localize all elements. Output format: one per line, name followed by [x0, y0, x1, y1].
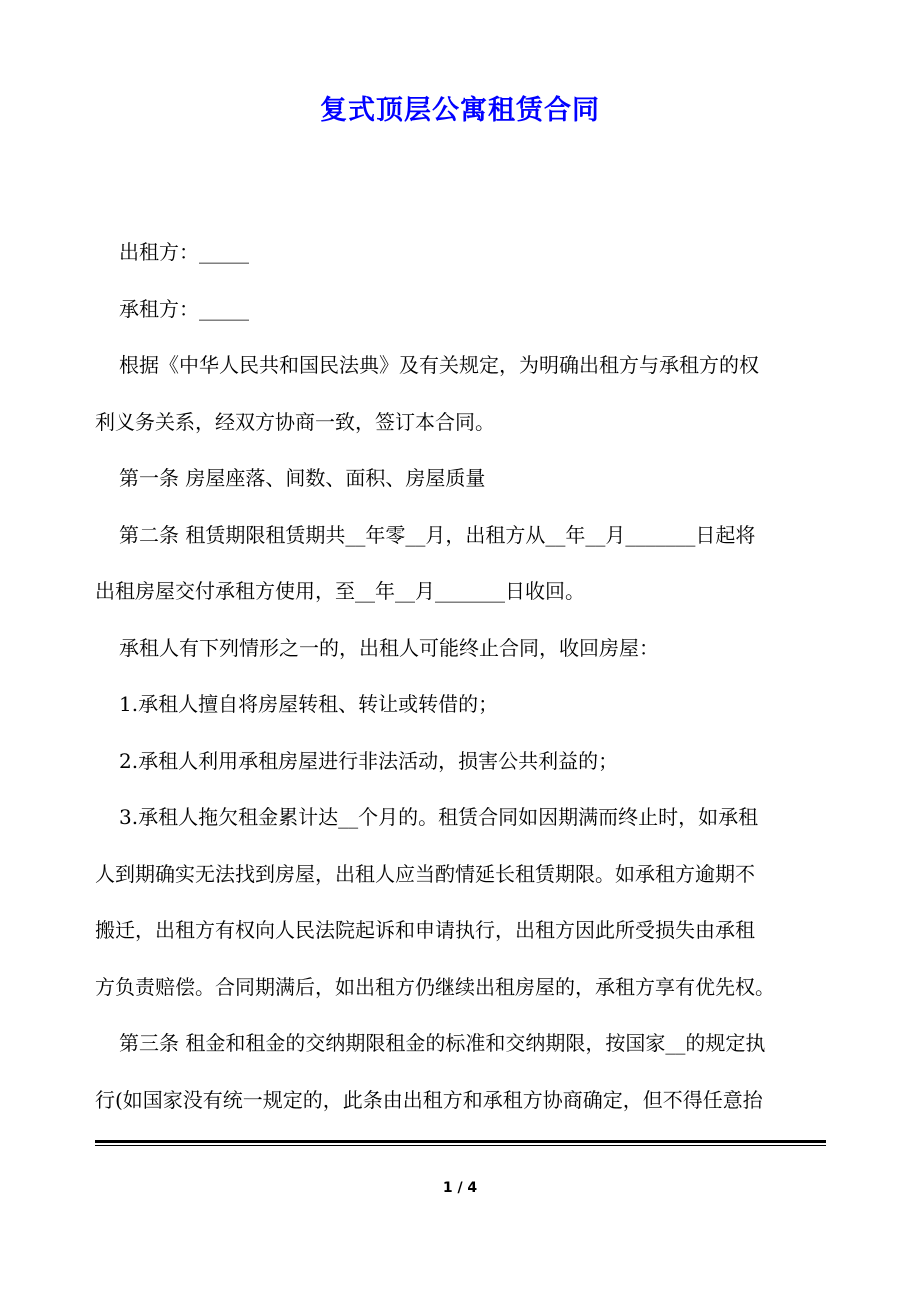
termination-item-3-line-3: 搬迁，出租方有权向人民法院起诉和申请执行，出租方因此所受损失由承租: [95, 918, 755, 942]
termination-item-3-line-4: 方负责赔偿。合同期满后，如出租方仍继续出租房屋的，承租方享有优先权。: [95, 974, 775, 999]
termination-item-1: 1.承租人擅自将房屋转租、转让或转借的；: [119, 692, 499, 716]
preamble-line-1: 根据《中华人民共和国民法典》及有关规定，为明确出租方与承租方的权: [119, 353, 759, 377]
document-body: [95, 232, 835, 1136]
footer-divider-thin: [95, 1145, 826, 1146]
termination-item-3-line-2: 人到期确实无法找到房屋，出租人应当酌情延长租赁期限。如承租方逾期不: [95, 861, 755, 886]
article-2-line-1: 第二条 租赁期限租赁期共__年零__月，出租方从__年__月_______日起将: [119, 522, 756, 547]
article-3-line-2: 行(如国家没有统一规定的，此条由出租方和承租方协商确定，但不得任意抬: [95, 1087, 763, 1112]
article-3-line-1: 第三条 租金和租金的交纳期限租金的标准和交纳期限，按国家__的规定执: [119, 1031, 766, 1055]
article-2-line-2: 出租房屋交付承租方使用，至__年__月_______日收回。: [95, 579, 585, 603]
termination-item-3-line-1: 3.承租人拖欠租金累计达__个月的。租赁合同如因期满而终止时，如承租: [119, 805, 759, 829]
lessee-line: 承租方：_____: [119, 296, 249, 321]
preamble-line-2: 利义务关系，经双方协商一致，签订本合同。: [95, 409, 495, 434]
page-number: 1 / 4: [442, 1180, 478, 1196]
termination-intro: 承租人有下列情形之一的，出租人可能终止合同，收回房屋：: [119, 635, 659, 660]
lessor-line: 出租方：_____: [119, 240, 249, 264]
termination-item-2: 2.承租人利用承租房屋进行非法活动，损害公共利益的；: [119, 748, 619, 773]
article-1-heading: 第一条 房屋座落、间数、面积、房屋质量: [119, 466, 486, 490]
document-title: 复式顶层公寓租赁合同: [320, 95, 600, 126]
footer-divider-thick: [95, 1140, 826, 1143]
